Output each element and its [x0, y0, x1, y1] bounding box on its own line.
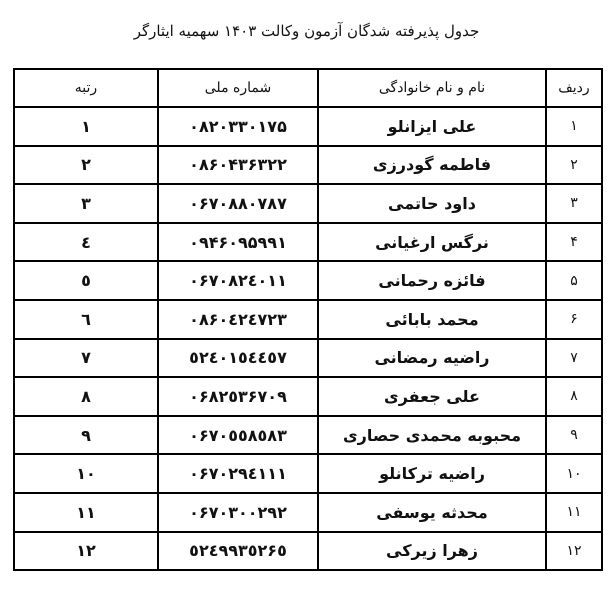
table-row: [14, 493, 602, 532]
row-number-cell: ۷: [546, 339, 602, 378]
row-number-cell: ۱۲: [546, 532, 602, 571]
table-header-row: [14, 69, 602, 107]
national-id-cell: ۰۶۷۰۸۲٤۰۱۱: [158, 261, 318, 300]
full-name-cell: فاطمه گودرزی: [318, 146, 546, 185]
rank-cell: ٥: [14, 261, 158, 300]
header-rank: رتبه: [14, 69, 158, 107]
row-number-cell: ۲: [546, 146, 602, 185]
row-number-cell: ۱۰: [546, 454, 602, 493]
full-name-cell: محبوبه محمدی حصاری: [318, 416, 546, 455]
rank-cell: ۱۰: [14, 454, 158, 493]
rank-cell: ۱: [14, 107, 158, 146]
row-number-cell: ۹: [546, 416, 602, 455]
rank-cell: ۸: [14, 377, 158, 416]
table-row: [14, 107, 602, 146]
table-row: [14, 339, 602, 378]
full-name-cell: راضیه ترکانلو: [318, 454, 546, 493]
table-row: [14, 146, 602, 185]
full-name-cell: محمد بابائی: [318, 300, 546, 339]
national-id-cell: ۰۸۶۰٤۲٤۷۲۳: [158, 300, 318, 339]
national-id-cell: ٥۲٤۹۹۳٥۲۶٥: [158, 532, 318, 571]
table-row: [14, 184, 602, 223]
national-id-cell: ۰۶۸۲٥۳۶۷۰۹: [158, 377, 318, 416]
rank-cell: ۱۲: [14, 532, 158, 571]
national-id-cell: ۰۶۷۰۳۰۰۲۹۲: [158, 493, 318, 532]
row-number-cell: ۳: [546, 184, 602, 223]
national-id-cell: ۰۶۷۰٥٥۸٥۸۳: [158, 416, 318, 455]
rank-cell: ٤: [14, 223, 158, 262]
full-name-cell: محدثه یوسفی: [318, 493, 546, 532]
national-id-cell: ۰۶۷۰۸۸۰۷۸۷: [158, 184, 318, 223]
national-id-cell: ۰۹۴۶۰۹۵۹۹۱: [158, 223, 318, 262]
row-number-cell: ۱: [546, 107, 602, 146]
rank-cell: ۱۱: [14, 493, 158, 532]
document-title: جدول پذیرفته شدگان آزمون وکالت ۱۴۰۳ سهمیه ایثارگر: [133, 22, 480, 40]
full-name-cell: علی ایزانلو: [318, 107, 546, 146]
rank-cell: ۷: [14, 339, 158, 378]
full-name-cell: زهرا زیرکی: [318, 532, 546, 571]
table-row: [14, 454, 602, 493]
rank-cell: ۳: [14, 184, 158, 223]
header-row-number: ردیف: [546, 69, 602, 107]
table-row: [14, 223, 602, 262]
full-name-cell: نرگس ارغیانی: [318, 223, 546, 262]
table-row: [14, 377, 602, 416]
row-number-cell: ۸: [546, 377, 602, 416]
header-full-name: نام و نام خانوادگی: [318, 69, 546, 107]
accepted-candidates-table: [13, 68, 603, 571]
rank-cell: ۹: [14, 416, 158, 455]
table-row: [14, 261, 602, 300]
table-row: [14, 300, 602, 339]
table-row: [14, 416, 602, 455]
row-number-cell: ۴: [546, 223, 602, 262]
table-row: [14, 532, 602, 571]
header-national-id: شماره ملی: [158, 69, 318, 107]
rank-cell: ٦: [14, 300, 158, 339]
row-number-cell: ۱۱: [546, 493, 602, 532]
rank-cell: ۲: [14, 146, 158, 185]
full-name-cell: داود حاتمی: [318, 184, 546, 223]
national-id-cell: ٥۲٤۰۱٥٤٤٥۷: [158, 339, 318, 378]
full-name-cell: علی جعفری: [318, 377, 546, 416]
national-id-cell: ۰۸۲۰۳۳۰۱۷۵: [158, 107, 318, 146]
full-name-cell: راضیه رمضانی: [318, 339, 546, 378]
row-number-cell: ۵: [546, 261, 602, 300]
full-name-cell: فائزه رحمانی: [318, 261, 546, 300]
national-id-cell: ۰۸۶۰۴۳۶۳۲۲: [158, 146, 318, 185]
national-id-cell: ۰۶۷۰۲۹٤۱۱۱: [158, 454, 318, 493]
row-number-cell: ۶: [546, 300, 602, 339]
